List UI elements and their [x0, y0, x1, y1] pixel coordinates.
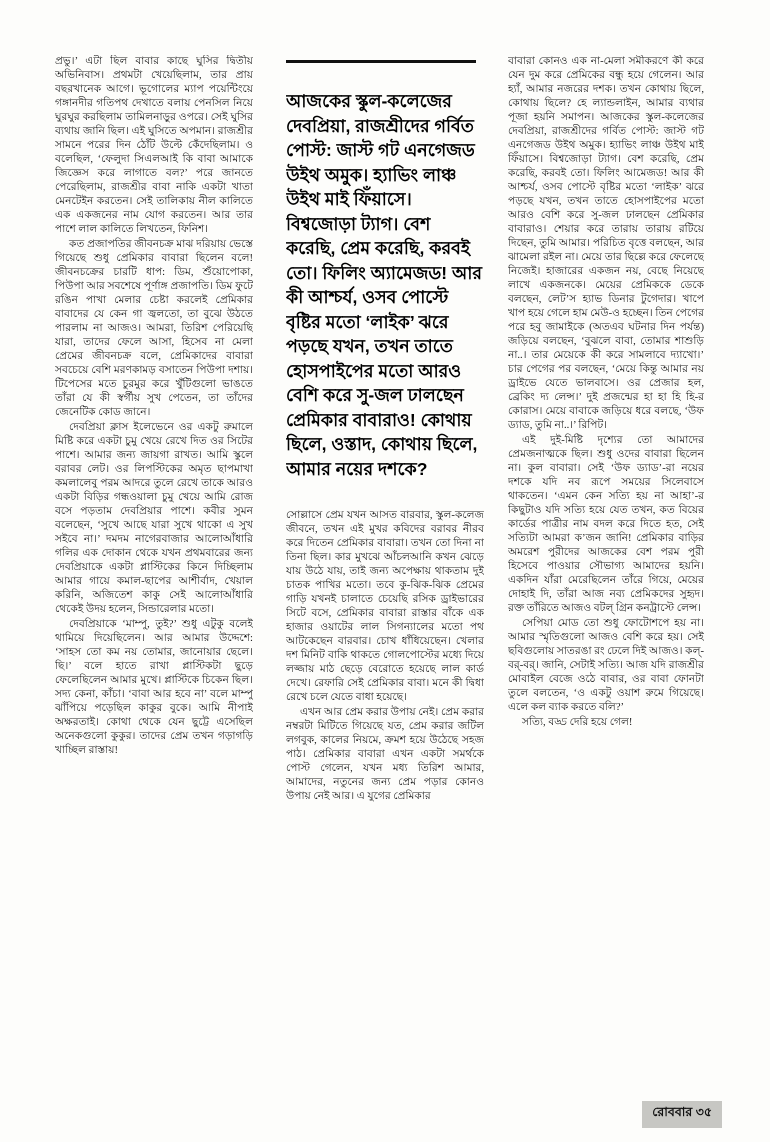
- body-paragraph: এখন আর প্রেম করার উপায় নেই। প্রেম করার নম্বরটা মিটিতে গিয়েছে যত, প্রেম করার জটিল লগবুক, কালের নিয়মে, ক্রমশ হয়ে উঠেছে সহজ পাঠ। প্রেমিকার বাবারা এখন একটা সমর্থকে পোস্ট গেলেন, যখন মধ্য তিরিশ আমার, আমাদের, নতুনের জন্য প্রেম পড়ার কোনও উপায় নেই আর। এ যুগের প্রেমিকার: [286, 707, 484, 802]
- body-paragraph: কত প্রজাপতির জীবনচক্র মাঝ দরিয়ায় ভেস্তে গিয়েছে শুধু প্রেমিকার বাবারা ছিলেন বলে! জীবনচক্রের চারটি ধাপ: ডিম, শুঁয়োপোকা, পিউপা আর সবশেষে পূর্ণাঙ্গ প্রজাপতি। ডিম ফুটে রঙিন পাখা মেলার চেষ্টা করলেই প্রেমিকার বাবাদের যে কেন গা জ্বলতো, তা বুঝে উঠতে পারলাম না আজও। আমরা, তিরিশ পেরিয়েছি যারা, তাদের ফেলে আসা, হিসেব না মেলা প্রেমের জীবনচক্র বলে, প্রেমিকাদের বাবারা সবচেয়ে বেশি মরণকামড় বসাতেন পিউপা দশায়। টিপেসের মতে চুরমুর করে খুঁটিগুলো ভাঙতে তাঁরা যে কী স্বর্গীয় সুখ পেতেন, তা তাঁদের জেনেটিক কোড জানে।: [55, 239, 253, 418]
- page-footer: [642, 1101, 722, 1128]
- column-middle: [286, 60, 484, 1105]
- body-paragraph: সোল্লাসে প্রেম যখন আসত বারবার, স্কুল-কলেজ জীবনে, তখন এই মুখর কবিদের বরাবর নীরব করে দিতেন প্রেমিকার বাবারা। তখন তো দিনা না তিনা ছিল। কার মুখঝে আঁচলআনি কখন ঝেড়ে যায় উঠে যায়, তাই জন্য অপেক্ষায় থাকতাম দুই চাতক পাখির মতো। তবে কু-ঝিক-ঝিক প্রেমের গাড়ি যখনই চালাতে চেয়েছি রসিক ড্রাইভারের সিটে বসে, প্রেমিকার বাবারা রাস্তার বাঁকে এক হাজার ওয়াটের লাল সিগন্যালের মতো পথ আটকেছেন বারবার। চোখ ধাঁধিয়েছেন। খেলার দশ মিনিট বাকি থাকতে গোলপোস্টের মধ্যে দিয়ে লজ্জায় মাঠ ছেড়ে বেরোতে হয়েছে লাল কার্ড দেখে। রেফারি সেই প্রেমিকার বাবা। মনে কী দ্বিধা রেখে চলে যেতে বাধা হয়েছে।: [286, 510, 484, 703]
- pull-quote: আজকের স্কুল-কলেজের দেবপ্রিয়া, রাজশ্রীদের গর্বিত পোস্ট: জাস্ট গট এনগেজড উইথ অমুক। হ্যাভিং লাঞ্চ উইথ মাই ফিঁয়াসে। বিশ্বজোড়া ট্যাগ। বেশ করেছি, প্রেম করেছি, করবই তো। ফিলিং অ্যামেজড! আর কী আশ্চর্য, ওসব পোস্টে বৃষ্টির মতো ‘লাইক’ ঝরে পড়ছে যখন, তখন তাতে হোসপাইপের মতো আরও বেশি করে সু-জল ঢালছেন প্রেমিকার বাবারাও! কোথায় ছিলে, ওস্তাদ, কোথায় ছিলে, আমার নয়ের দশকে?: [286, 91, 482, 479]
- column-left: [55, 55, 253, 1105]
- middle-body: [286, 509, 484, 804]
- column-right: [508, 55, 704, 1105]
- pullquote-rule: [286, 60, 476, 63]
- body-paragraph: প্রভু।’ এটা ছিল বাবার কাছে ঘুসির দ্বিতীয় অভিনিবাস। প্রথমটা খেয়েছিলাম, তার প্রায় বছরখানেক আগে। ভূগোলের ম্যাপ পয়েন্টিংয়ে গঙ্গানদীর গতিপথ দেখাতে বলায় পেনসিল নিয়ে ঘুরঘুর করছিলাম তামিলনাড়ুর ওপরে। সেই ঘুসির ব্যথায় জানি ছিল। এই ঘুসিতে অপমান। রাজশ্রীর সামনে পরের দিন ঠোঁট উল্টে কেঁদেছিলাম। ও বলেছিল, ‘ফেলুদা সিএলআই কি বাবা আমাকে জিজ্ঞেস করে লাগাতে বল?’ পরে জানতে পেরেছিলাম, রাজশ্রীর বাবা নাকি একটা খাতা মেনটেইন করতেন। সেই তালিকায় নীল কালিতে এক একজনের নাম যোগ করতেন। আর তার পাশে লাল কালিতে লিখতেন, ফিনিশ।: [55, 56, 253, 235]
- folio-text: রোববার ৩৫: [642, 1101, 722, 1128]
- body-paragraph: বাবারা কোনও এক না-মেলা সমীকরণে কী করে যেন দুম করে প্রেমিকের বন্ধু হয়ে গেলেন। আর হ্যাঁ, আমার নজরের দশক। তখন কোথায় ছিলে, কোথায় ছিলে? হে ল্যান্ডলাইন, আমার ব্যথার পূজা হয়নি সমাপন। আজকের স্কুল-কলেজের দেবপ্রিয়া, রাজশ্রীদের গর্বিত পোস্ট: জাস্ট গট এনগেজড উইথ অমুক। হ্যাভিং লাঞ্চ উইথ মাই ফিঁয়াসে। বিশ্বজোড়া ট্যাগ। বেশ করেছি, প্রেম করেছি, করবই তো। ফিলিং আমেজড! আর কী আশ্চর্য, ওসব পোস্টে বৃষ্টির মতো ‘লাইক’ ঝরে পড়ছে যখন, তখন তাতে হোসপাইপের মতো আরও বেশি করে সু-জল ঢালছেন প্রেমিকার বাবারাও। শেয়ার করে তারায় তারায় রটিয়ে দিছেন, তুমি আমার। পরিচিত বৃত্তে বলছেন, আর ঝামেলা রইল না। মেয়ে তার ছিল্লে করে ফেলেছে নিজেই। হাজারের একজন নয়, বেছে নিয়েছে লাখে একজনকে। মেয়ের প্রেমিককে ডেকে বলছেন, লেট’স হ্যাভ ডিনার টুগেদার। খাপে খাপ হয়ে গেলে হাম মেউ-ও হচ্ছেন। তিন পেগের পরে হবু জামাইকে (অতএব ঘটনার দিন পর্যন্ত) জড়িয়ে বলছেন, ‘বুঝলে বাবা, তোমার শাশুড়ি না..। তার মেয়েকে কী করে সামলাবে দ্যাখো।’ চার পেগের পর বলছেন, ‘মেয়ে কিন্তু আমার নয় ড্রাইভে যেতে ভালবাসে। ওর প্রেজার হল, ব্রেকিং দ্য লেন্স।’ দুই প্রজন্মের হা হা হি হি-র কোরাস। মেয়ে বাবাকে জড়িয়ে ধরে বলছে, ‘উফ ড্যাড, তুমি না..।’ রিপিট।: [508, 56, 704, 431]
- body-paragraph: দেবপ্রিয়াকে ‘মাম্পু, তুই?’ শুধু এটুকু বলেই থামিয়ে দিয়েছিলেন। আর আমার উদ্দেশে: ‘সাহস তো কম নয় তোমার, জানোয়ার ছেলে। ছি।’ বলে হাতে রাখা প্লাস্টিকটা ছুড়ে ফেলেছিলেন আমার মুখে। প্লাস্টিকে চিকেন ছিল। সদ্য কেনা, কাঁচা। ‘বাবা আর হবে না’ বলে মাম্পু ঝাঁপিয়ে পড়েছিল কাকুর বুকে। আমি নীপাই অক্ষরতাই। কোথা থেকে যেন ছুট্টে এসেছিল অনেকগুলো কুকুর। তাদের প্রেম তখন গড়াগড়ি খাচ্ছিল রাস্তায়!: [55, 619, 253, 756]
- body-paragraph: এই দুই-মিষ্টি দৃশ্যের তো আমাদের প্রেমজনাত্মকে ছিল। শুধু ওদের বাবারা ছিলেন না। কুল বাবারা। সেই ‘উফ ড্যাড’-রা নয়ের দশকে যদি নব রূপে সময়ের সিলেবাসে থাকতেন। ‘এমন কেন সত্যি হয় না আহা’-র কিছুটাও যদি সত্যি হয়ে যেত তখন, কত বিয়ের কার্ডের পাত্রীর নাম বদল করে দিতে হত, সেই সত্যিটা আমরা ক’জন জানি! প্রেমিকার বাড়ির অমরেশ পুরীদের আজকের বেশ পরম পুরী হিসেবে পাওয়ার সৌভাগ্য আমাদের হয়নি। একদিন যাঁরা মেরেছিলেন তাঁরে গিয়ে, মেয়ের দোহাই দি, তাঁরা আজ নব্য প্রেমিকদের সুহৃদ। রক্ত তাঁরিতে আজও বটল্‌ গ্রিন কনট্রাস্টে লেন্স।: [508, 435, 704, 614]
- body-paragraph: সেপিয়া মোড তো শুধু ফোটোশপে হয় না। আমার স্মৃতিগুলো আজও বেশি করে হয়। সেই ছবিগুলোয় সাতরঙা রং ঢেলে দিই আজও। কল্-বর্-বর্। জানি, সেটাই সত্যি। আজ যদি রাজশ্রীর মোবাইল বেজে ওঠে বাবার, ওর বাবা ফোনটা তুলে বলতেন, ‘ও একটু ওয়াশ রুমে গিয়েছে। এলে কল ব্যাক করতে বলি?’: [508, 618, 704, 713]
- body-paragraph: সত্যি, বড্ড দেরি হয়ে গেল!: [522, 717, 633, 728]
- body-paragraph: দেবপ্রিয়া ক্লাস ইলেভেনে ওর একটু রুমালে মিষ্টি করে একটা চুমু খেয়ে রেখে দিত ওর সিটের পাশে। আমার জন্য জায়গা রাখত। আমি স্কুলে বরাবর লেট। ওর লিপস্টিকের অমৃত ছাপমাখা কমলালেবু পরম আদরে তুলে রেখে তাকে আরও একটা বিড়ির গন্ধওয়ালা চুমু খেয়ে আমি রোজ বসে পড়তাম দেবপ্রিয়ার পাশে। কবীর সুমন বলেছেন, ‘সুখে আছে যারা সুখে থাকো এ সুখ সইবে না।’ দমদম নাগেরবাজার আলোআঁধারি গলির এক দোকান থেকে যখন প্রথমবারের জন্য দেবপ্রিয়াকে একটা প্লাস্টিকের কিনে দিচ্ছিলাম আমার গায়ে কমাল-ছাপের আশীর্বাদ, খেয়াল করিনি, অজিতেশ কাকু সেই আলোআঁধারি থেকেই উদয় হলেন, সিন্ডারেলার মতো।: [55, 422, 253, 615]
